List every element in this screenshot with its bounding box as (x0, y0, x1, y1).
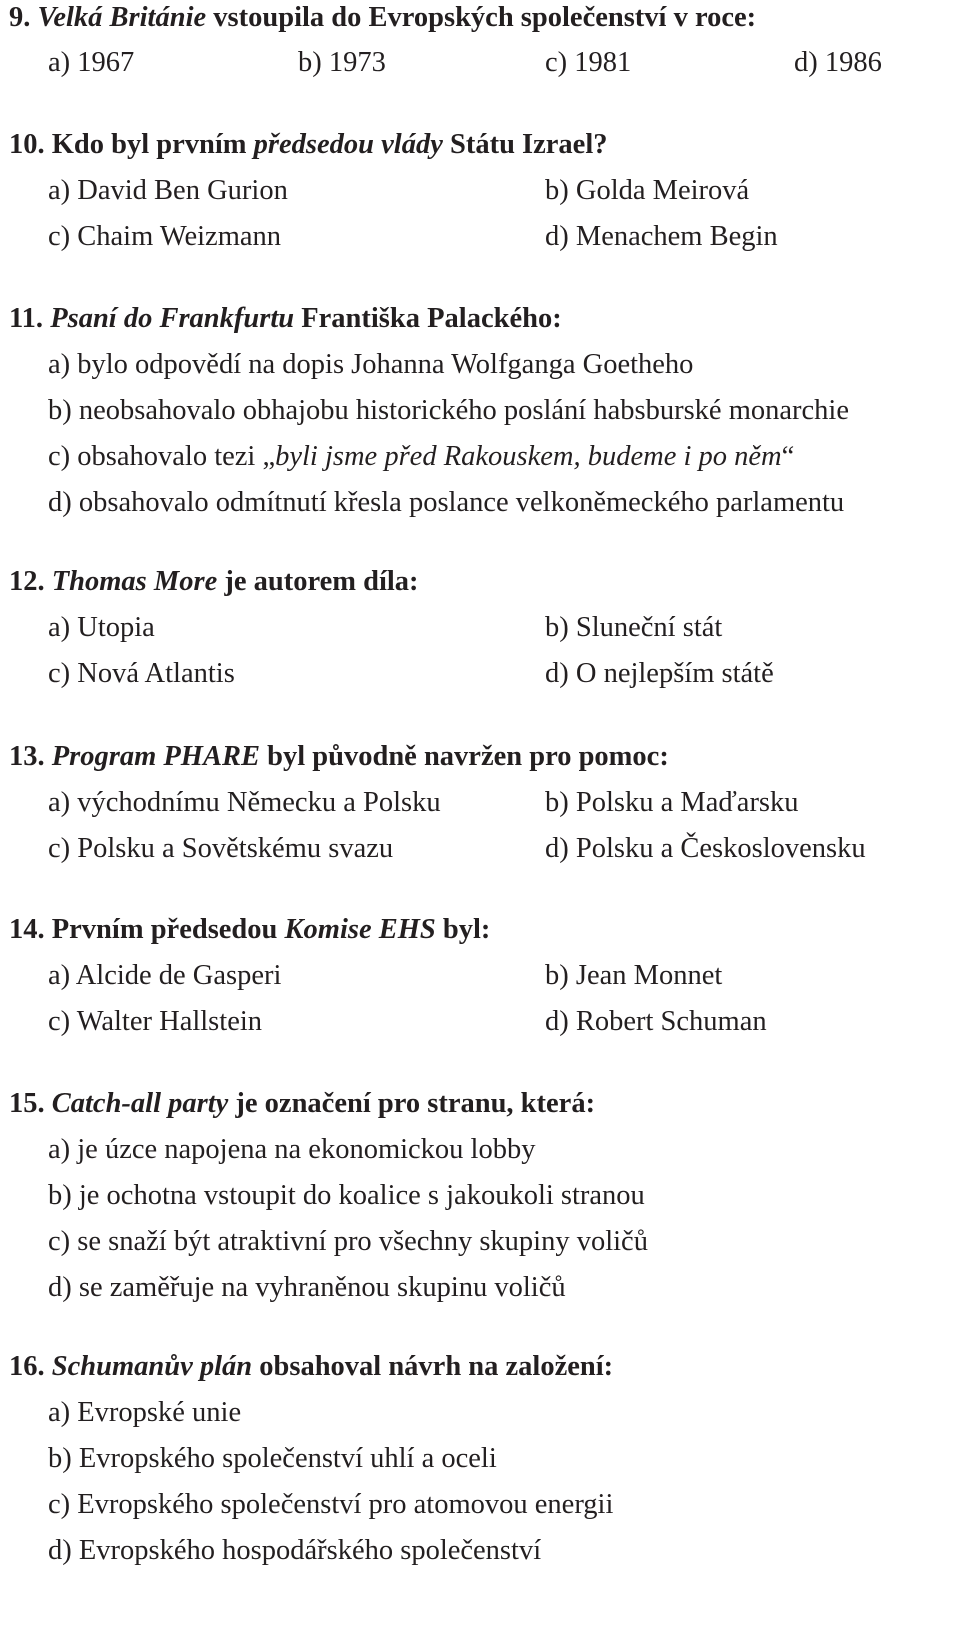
option-b: b) je ochotna vstoupit do koalice s jakoukoli stranou (48, 1180, 645, 1211)
option-c: c) Polsku a Sovětskému svazu (48, 833, 394, 864)
question-emphasis: Program PHARE (51, 741, 260, 772)
question-emphasis: předsedou vlády (253, 129, 443, 160)
option-c: c) 1981 (545, 47, 632, 78)
question-text: Kdo byl prvním (51, 129, 254, 160)
question-emphasis: Komise EHS (284, 914, 436, 945)
option-b: b) 1973 (298, 47, 386, 78)
option-b: b) neobsahovalo obhajobu historického poslání habsburské monarchie (48, 395, 849, 426)
question-emphasis: Velká Británie (37, 2, 207, 33)
option-d: d) Menachem Begin (545, 221, 778, 252)
question-text: byl: (435, 914, 491, 945)
question-text: je označení pro stranu, která: (228, 1088, 596, 1119)
question-number: 12. (9, 566, 45, 597)
question-number: 10. (9, 129, 45, 160)
question-text: obsahoval návrh na založení: (252, 1351, 614, 1382)
question-16-heading (9, 1350, 613, 1384)
question-number: 14. (9, 914, 45, 945)
option-b: b) Jean Monnet (545, 960, 723, 991)
option-text: c) obsahovalo tezi „ (48, 441, 276, 472)
question-number: 15. (9, 1088, 45, 1119)
option-c: c) se snaží být atraktivní pro všechny skupiny voličů (48, 1226, 648, 1257)
option-d: d) Polsku a Československu (545, 833, 866, 864)
closing-quote: “ (781, 441, 795, 472)
question-text: Františka Palackého: (294, 303, 562, 334)
question-emphasis: Schumanův plán (51, 1351, 253, 1382)
option-c: c) Nová Atlantis (48, 658, 235, 689)
option-a: a) David Ben Gurion (48, 175, 288, 206)
option-d: d) se zaměřuje na vyhraněnou skupinu voličů (48, 1272, 566, 1303)
option-a: a) východnímu Německu a Polsku (48, 787, 441, 818)
option-d: d) O nejlepším státě (545, 658, 774, 689)
option-c (48, 440, 794, 474)
option-d: d) 1986 (794, 47, 882, 78)
option-a: a) Utopia (48, 612, 155, 643)
question-14-heading (9, 913, 490, 947)
option-a: a) bylo odpovědí na dopis Johanna Wolfganga Goetheho (48, 349, 694, 380)
option-a: a) 1967 (48, 47, 135, 78)
question-text: vstoupila do Evropských společenství v roce: (206, 2, 757, 33)
question-9-heading (9, 1, 756, 35)
question-text: byl původně navržen pro pomoc: (260, 741, 669, 772)
option-a: a) Alcide de Gasperi (48, 960, 282, 991)
option-c: c) Evropského společenství pro atomovou energii (48, 1489, 614, 1520)
question-11-heading (9, 302, 562, 336)
question-12-heading (9, 565, 419, 599)
question-emphasis: Psaní do Frankfurtu (50, 303, 295, 334)
question-13-heading (9, 740, 669, 774)
option-b: b) Golda Meirová (545, 175, 750, 206)
option-d: d) obsahovalo odmítnutí křesla poslance velkoněmeckého parlamentu (48, 487, 845, 518)
option-b: b) Evropského společenství uhlí a oceli (48, 1443, 497, 1474)
question-emphasis: Thomas More (51, 566, 218, 597)
option-c: c) Chaim Weizmann (48, 221, 282, 252)
option-a: a) Evropské unie (48, 1397, 242, 1428)
option-b: b) Polsku a Maďarsku (545, 787, 799, 818)
option-b: b) Sluneční stát (545, 612, 723, 643)
option-c: c) Walter Hallstein (48, 1006, 263, 1037)
question-emphasis: Catch-all party (51, 1088, 229, 1119)
quote-italic: byli jsme před Rakouskem, budeme i po něm (275, 441, 782, 472)
option-d: d) Evropského hospodářského společenství (48, 1535, 542, 1566)
question-text: je autorem díla: (217, 566, 419, 597)
question-number: 13. (9, 741, 45, 772)
question-number: 11. (9, 303, 44, 334)
question-10-heading (9, 128, 608, 162)
question-15-heading (9, 1087, 595, 1121)
question-number: 9. (9, 2, 31, 33)
question-text: Prvním předsedou (51, 914, 285, 945)
option-d: d) Robert Schuman (545, 1006, 767, 1037)
question-number: 16. (9, 1351, 45, 1382)
option-a: a) je úzce napojena na ekonomickou lobby (48, 1134, 536, 1165)
question-text: Státu Izrael? (442, 129, 608, 160)
